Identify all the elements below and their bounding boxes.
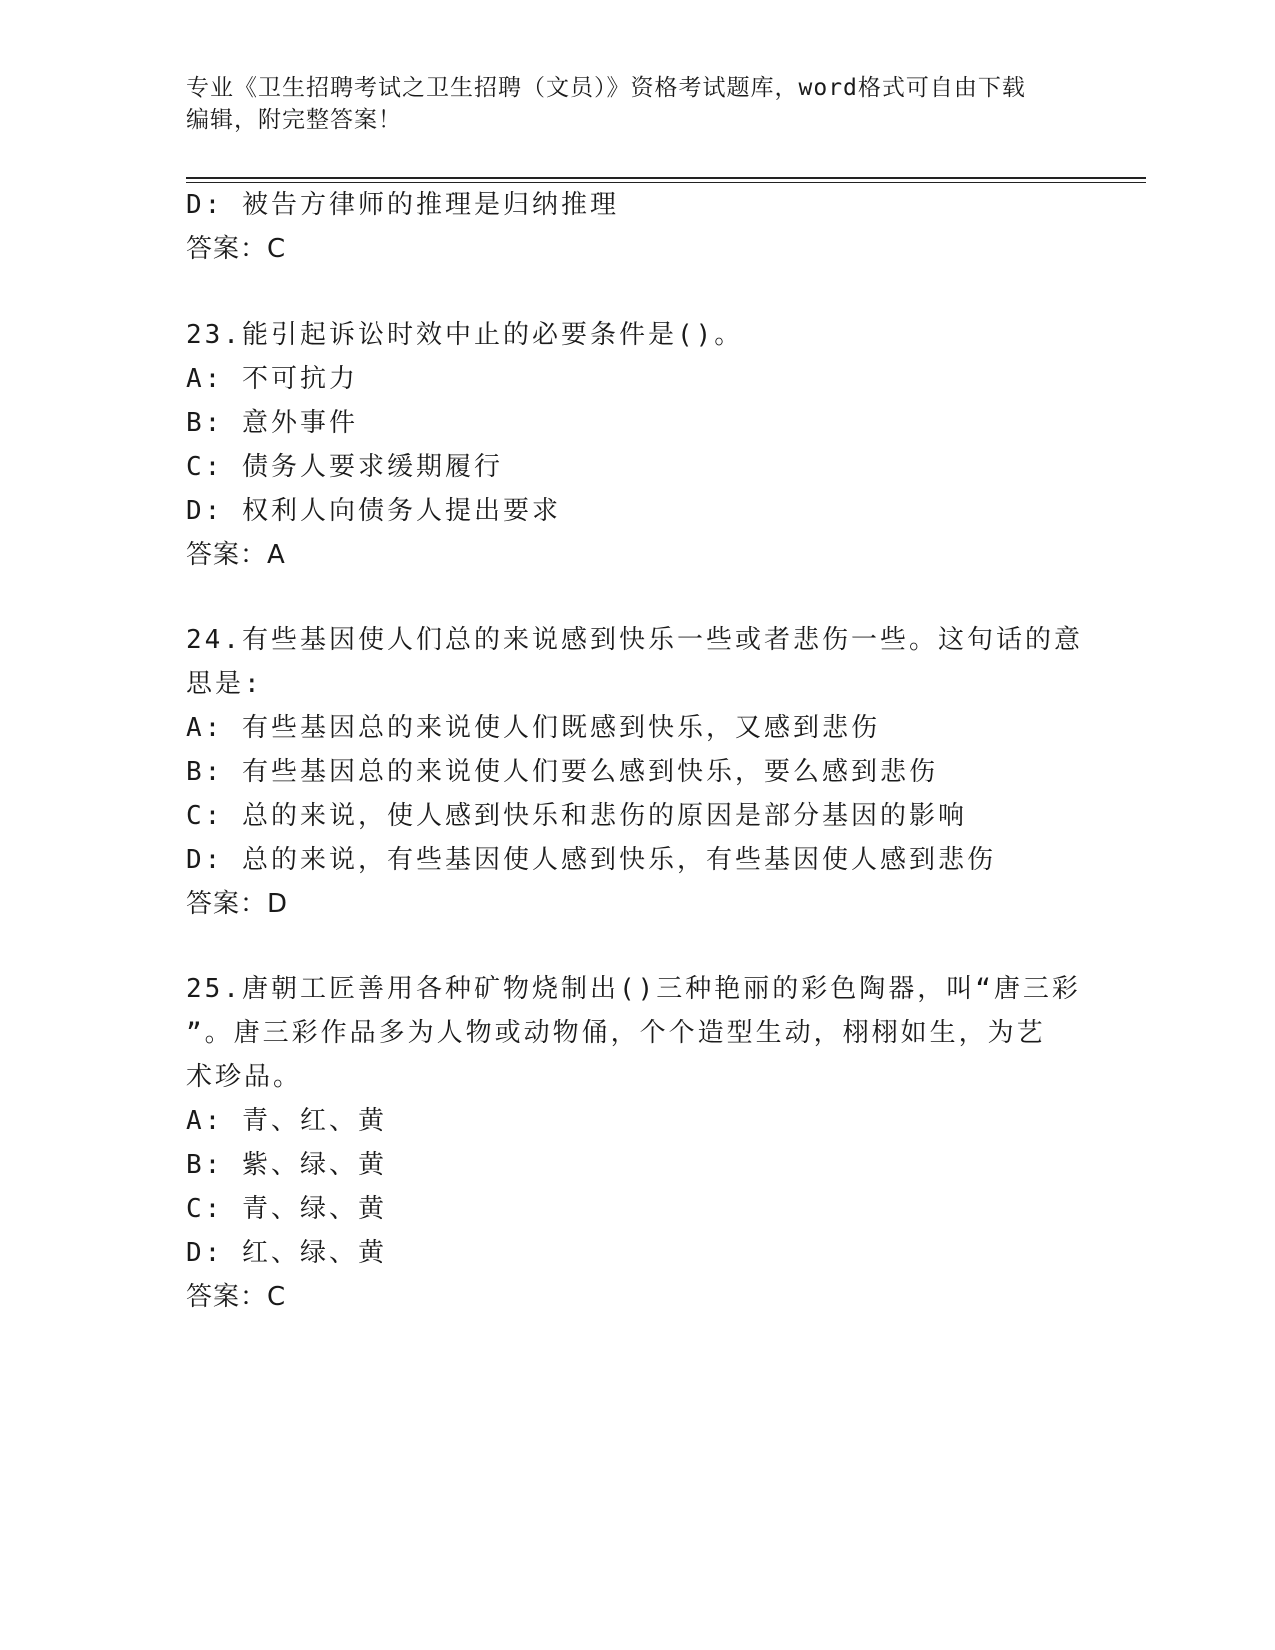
- q25-option-d: D: 红、绿、黄: [186, 1238, 387, 1268]
- q25-stem-line-1: 25.唐朝工匠善用各种矿物烧制出()三种艳丽的彩色陶器，叫“唐三彩: [186, 974, 1081, 1004]
- q24-option-b: B: 有些基因总的来说使人们要么感到快乐，要么感到悲伤: [186, 757, 938, 787]
- q23-stem: 23.能引起诉讼时效中止的必要条件是()。: [186, 320, 744, 350]
- q24-option-c: C: 总的来说，使人感到快乐和悲伤的原因是部分基因的影响: [186, 801, 967, 831]
- q24-stem-line-1: 24.有些基因使人们总的来说感到快乐一些或者悲伤一些。这句话的意: [186, 625, 1083, 655]
- q24-stem-line-2: 思是:: [186, 669, 263, 699]
- prev-answer: 答案：C: [186, 234, 287, 264]
- q24-option-d: D: 总的来说，有些基因使人感到快乐，有些基因使人感到悲伤: [186, 845, 996, 875]
- q24-answer: 答案：D: [186, 889, 289, 919]
- header-divider-thick: [186, 177, 1146, 179]
- q23-answer: 答案：A: [186, 540, 286, 570]
- q23-option-b: B: 意外事件: [186, 408, 358, 438]
- prev-option-d: D: 被告方律师的推理是归纳推理: [186, 190, 619, 220]
- q23-option-d: D: 权利人向债务人提出要求: [186, 496, 561, 526]
- q23-option-c: C: 债务人要求缓期履行: [186, 452, 503, 482]
- document-header: [186, 72, 1086, 136]
- q25-option-b: B: 紫、绿、黄: [186, 1150, 387, 1180]
- q24-option-a: A: 有些基因总的来说使人们既感到快乐，又感到悲伤: [186, 713, 880, 743]
- q25-option-a: A: 青、红、黄: [186, 1106, 387, 1136]
- header-divider-thin: [186, 182, 1146, 183]
- q25-stem-line-2: ”。唐三彩作品多为人物或动物俑，个个造型生动，栩栩如生，为艺: [186, 1018, 1046, 1048]
- q25-option-c: C: 青、绿、黄: [186, 1194, 387, 1224]
- header-line-2: 编辑，附完整答案！: [186, 107, 402, 133]
- q23-option-a: A: 不可抗力: [186, 364, 358, 394]
- q25-stem-line-3: 术珍品。: [186, 1062, 303, 1092]
- header-line-1: 专业《卫生招聘考试之卫生招聘（文员）》资格考试题库，word格式可自由下载: [186, 75, 1026, 101]
- q25-answer: 答案：C: [186, 1282, 287, 1312]
